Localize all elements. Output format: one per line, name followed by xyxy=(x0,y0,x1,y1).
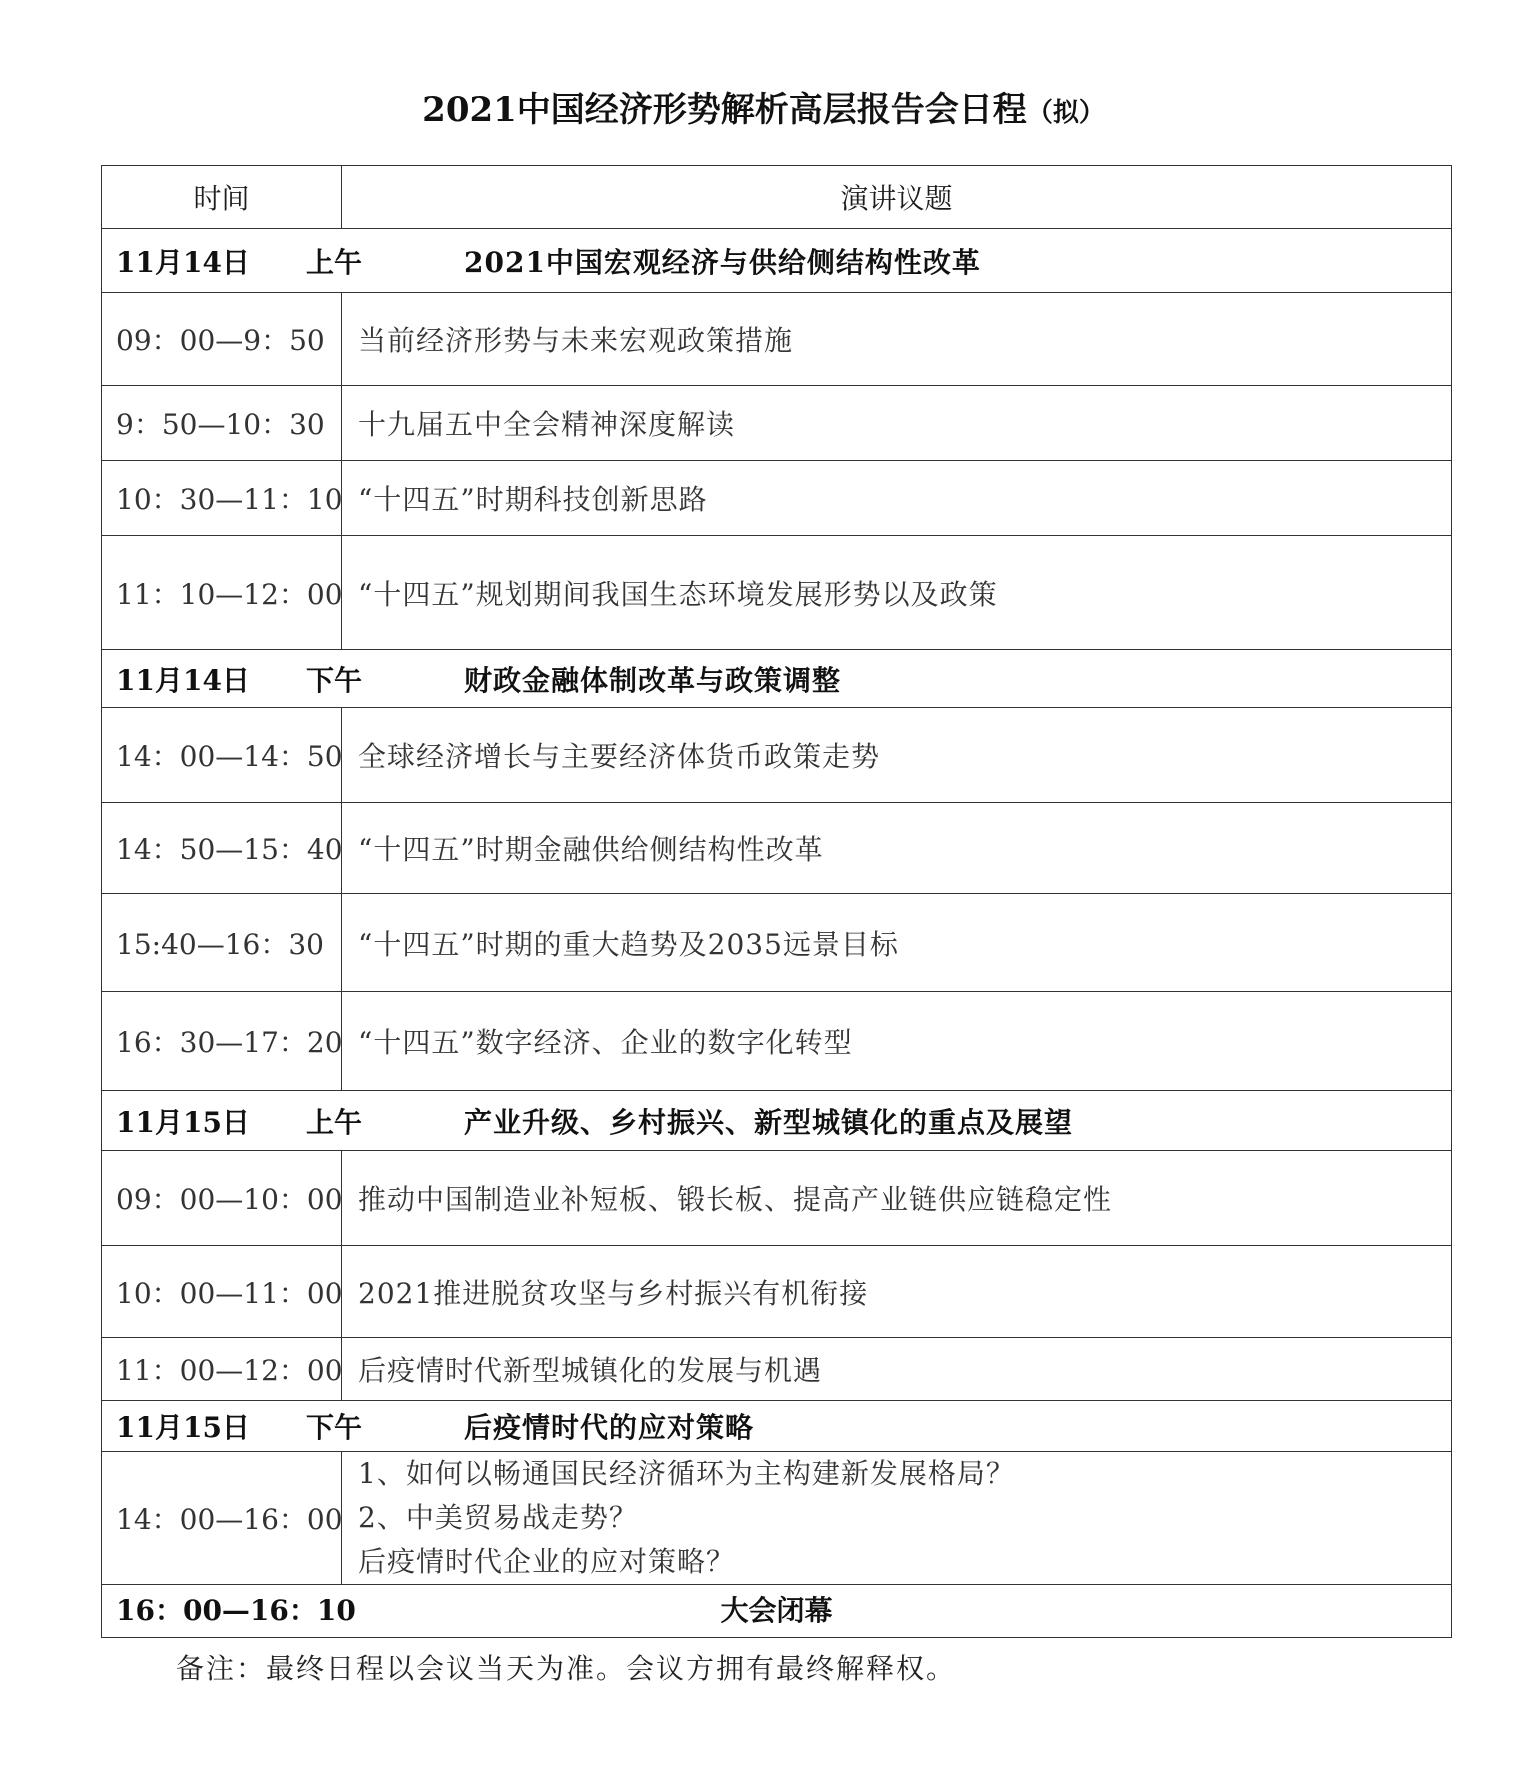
section-theme: 财政金融体制改革与政策调整 xyxy=(464,663,842,697)
time-cell: 10：30—11：10 xyxy=(102,461,342,536)
section-row xyxy=(102,229,1452,293)
table-row xyxy=(102,1452,1452,1585)
time-cell: 11：00—12：00 xyxy=(102,1338,342,1401)
topic-cell: 2021推进脱贫攻坚与乡村振兴有机衔接 xyxy=(342,1246,1452,1338)
topic-cell xyxy=(342,1452,1452,1585)
page-title xyxy=(0,80,1527,140)
title-suffix: （拟） xyxy=(1026,98,1105,128)
closing-time: 16：00—16：10 xyxy=(116,1594,356,1627)
closing-label: 大会闭幕 xyxy=(720,1594,833,1627)
topic-line: 后疫情时代企业的应对策略？ xyxy=(358,1545,736,1578)
time-cell: 11：10—12：00 xyxy=(102,536,342,650)
time-cell: 14：00—14：50 xyxy=(102,708,342,803)
time-cell: 9：50—10：30 xyxy=(102,386,342,461)
section-period: 上午 xyxy=(306,1105,363,1139)
title-text: 2021中国经济形势解析高层报告会日程 xyxy=(422,90,1027,130)
table-row xyxy=(102,386,1452,461)
section-row xyxy=(102,1091,1452,1151)
topic-cell: “十四五”时期金融供给侧结构性改革 xyxy=(342,803,1452,894)
table-row xyxy=(102,1151,1452,1246)
table-row xyxy=(102,894,1452,992)
schedule-table xyxy=(101,165,1452,1638)
section-theme: 产业升级、乡村振兴、新型城镇化的重点及展望 xyxy=(464,1105,1074,1139)
topic-cell: 当前经济形势与未来宏观政策措施 xyxy=(342,293,1452,386)
time-cell: 15:40—16：30 xyxy=(102,894,342,992)
time-cell: 09：00—10：00 xyxy=(102,1151,342,1246)
section-row xyxy=(102,650,1452,708)
topic-line: 2、中美贸易战走势？ xyxy=(358,1501,638,1534)
topic-cell: “十四五”数字经济、企业的数字化转型 xyxy=(342,992,1452,1091)
time-cell: 09：00—9：50 xyxy=(102,293,342,386)
table-row xyxy=(102,1246,1452,1338)
time-cell: 14：50—15：40 xyxy=(102,803,342,894)
time-cell: 14：00—16：00 xyxy=(102,1452,342,1585)
topic-cell: “十四五”时期的重大趋势及2035远景目标 xyxy=(342,894,1452,992)
section-period: 下午 xyxy=(306,663,363,697)
topic-cell: “十四五”规划期间我国生态环境发展形势以及政策 xyxy=(342,536,1452,650)
section-theme: 后疫情时代的应对策略 xyxy=(464,1411,755,1444)
section-period: 上午 xyxy=(306,245,363,279)
table-row xyxy=(102,992,1452,1091)
section-period: 下午 xyxy=(306,1411,363,1444)
header-row xyxy=(102,166,1452,229)
section-date: 11月15日 xyxy=(116,1105,250,1139)
table-row xyxy=(102,536,1452,650)
table-row xyxy=(102,293,1452,386)
section-row xyxy=(102,1401,1452,1452)
topic-line: 1、如何以畅通国民经济循环为主构建新发展格局？ xyxy=(358,1457,1015,1490)
table-row xyxy=(102,803,1452,894)
footer-note: 备注：最终日程以会议当天为准。会议方拥有最终解释权。 xyxy=(176,1652,957,1685)
time-cell: 16：30—17：20 xyxy=(102,992,342,1091)
topic-cell: “十四五”时期科技创新思路 xyxy=(342,461,1452,536)
section-date: 11月14日 xyxy=(116,663,250,697)
topic-cell: 全球经济增长与主要经济体货币政策走势 xyxy=(342,708,1452,803)
closing-row xyxy=(102,1585,1452,1638)
table-row xyxy=(102,1338,1452,1401)
topic-cell: 推动中国制造业补短板、锻长板、提高产业链供应链稳定性 xyxy=(342,1151,1452,1246)
section-date: 11月14日 xyxy=(116,245,250,279)
header-topic: 演讲议题 xyxy=(342,166,1452,229)
table-row xyxy=(102,708,1452,803)
time-cell: 10：00—11：00 xyxy=(102,1246,342,1338)
header-time: 时间 xyxy=(102,166,342,229)
topic-cell: 十九届五中全会精神深度解读 xyxy=(342,386,1452,461)
section-date: 11月15日 xyxy=(116,1411,250,1444)
section-theme: 2021中国宏观经济与供给侧结构性改革 xyxy=(464,245,981,279)
topic-cell: 后疫情时代新型城镇化的发展与机遇 xyxy=(342,1338,1452,1401)
table-row xyxy=(102,461,1452,536)
